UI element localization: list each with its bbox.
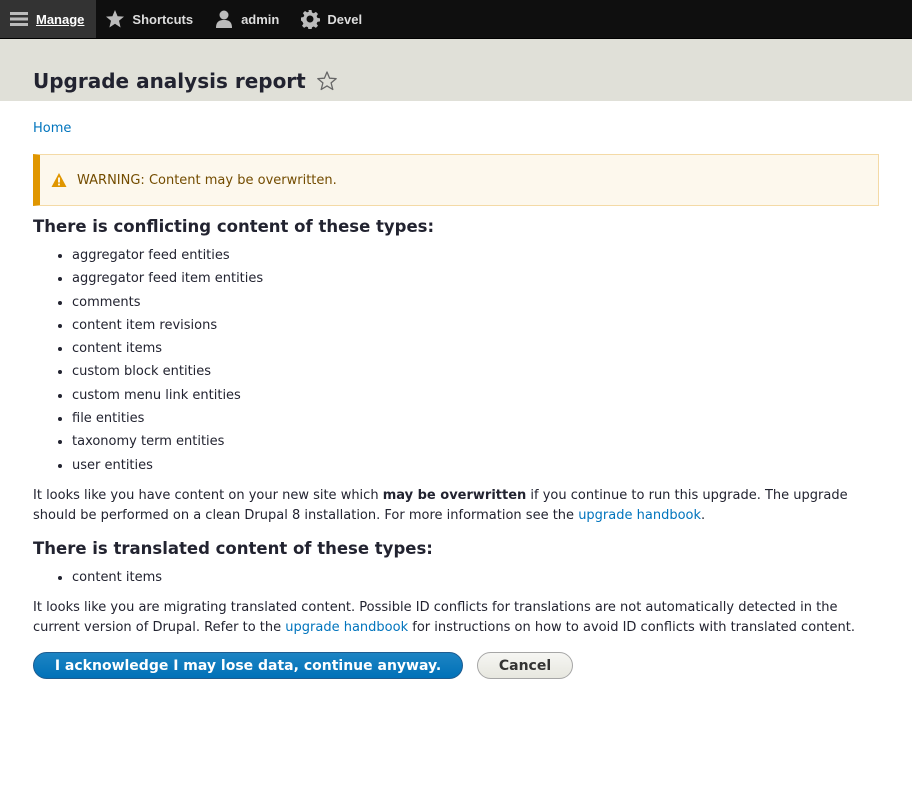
conflicting-note-end: .: [701, 507, 706, 523]
warning-text: WARNING: Content may be overwritten.: [77, 172, 337, 188]
cancel-button[interactable]: Cancel: [477, 652, 573, 679]
list-item: • content items: [72, 337, 879, 360]
list-item: • aggregator feed entities: [72, 244, 879, 267]
list-item: • content item revisions: [72, 314, 879, 337]
translated-note-text: It looks like you are migrating translated content. Possible ID conflicts for translations are not automatically detected in the current version of Drupal. Refer to the: [33, 600, 838, 636]
main-content: [0, 121, 912, 679]
list-item: • custom block entities: [72, 360, 879, 383]
list-item: • aggregator feed item entities: [72, 267, 879, 290]
conflicting-note-text-2: if you continue to run this upgrade. The upgrade should be performed on a clean Drupal 8 installation. For more information see the: [33, 487, 848, 523]
form-actions: [33, 652, 879, 679]
conflicting-note-text: It looks like you have content on your new site which: [33, 487, 383, 503]
list-item: • content items: [72, 566, 879, 589]
toolbar-devel-label: Devel: [327, 11, 363, 27]
page-title: Upgrade analysis report: [33, 69, 306, 93]
toolbar-user[interactable]: [205, 0, 291, 38]
breadcrumb-home-link[interactable]: Home: [33, 121, 72, 136]
gear-icon: [299, 8, 321, 30]
toolbar-shortcuts-label: Shortcuts: [132, 11, 194, 27]
toolbar-user-label: admin: [241, 11, 280, 27]
toolbar-shortcuts[interactable]: [96, 0, 205, 38]
warning-message: [33, 154, 879, 206]
conflicting-note: [33, 486, 879, 526]
toolbar-devel[interactable]: [291, 0, 374, 38]
upgrade-handbook-link[interactable]: upgrade handbook: [578, 507, 702, 523]
list-item: • custom menu link entities: [72, 384, 879, 407]
upgrade-handbook-link-2[interactable]: upgrade handbook: [285, 620, 409, 636]
translated-list: [33, 566, 879, 589]
user-icon: [213, 8, 235, 30]
continue-button[interactable]: I acknowledge I may lose data, continue anyway.: [33, 652, 463, 679]
admin-toolbar: [0, 0, 912, 39]
list-item: • taxonomy term entities: [72, 430, 879, 453]
translated-heading: There is translated content of these types:: [33, 538, 433, 558]
list-item: • comments: [72, 291, 879, 314]
conflicting-heading: There is conflicting content of these types:: [33, 217, 435, 236]
conflicting-list: [33, 244, 879, 477]
warning-icon: [51, 172, 67, 188]
list-item: • file entities: [72, 407, 879, 430]
toolbar-manage-label: Manage: [36, 11, 85, 27]
conflicting-note-bold: may be overwritten: [382, 487, 527, 503]
hamburger-icon: [8, 8, 30, 30]
star-outline-icon[interactable]: [316, 70, 338, 92]
translated-note: [33, 598, 879, 638]
translated-note-text-2: for instructions on how to avoid ID conflicts with translated content.: [408, 620, 855, 636]
breadcrumb: [33, 121, 879, 136]
star-icon: [104, 8, 126, 30]
toolbar-manage[interactable]: [0, 0, 96, 38]
page-header: [0, 39, 912, 101]
list-item: • user entities: [72, 454, 879, 477]
